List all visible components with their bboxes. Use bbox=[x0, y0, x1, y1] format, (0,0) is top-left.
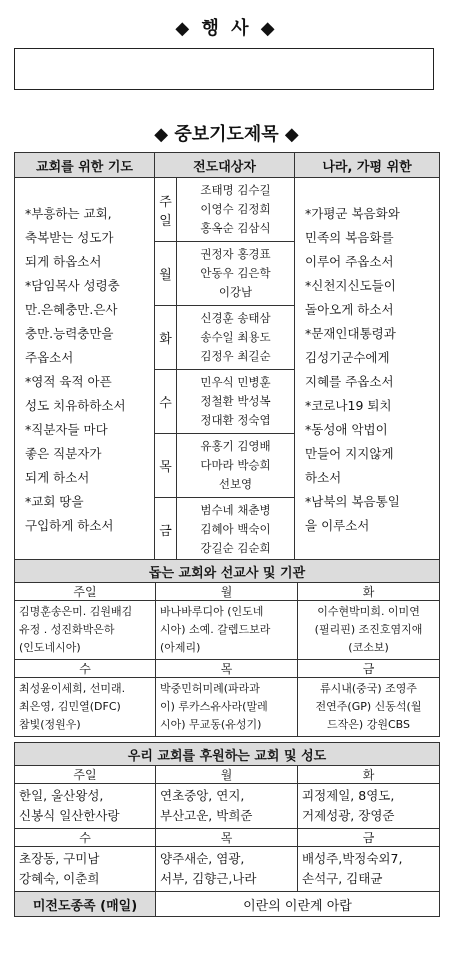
prayer-line: *가평군 복음화와 bbox=[305, 205, 400, 221]
day-label: 월 bbox=[156, 766, 298, 784]
support-title: 돕는 교회와 선교사 및 기관 bbox=[15, 560, 440, 583]
prayer-line: 좋은 직분자가 bbox=[25, 445, 102, 461]
church-prayers bbox=[15, 178, 155, 562]
prayer-line: 되게 하소서 bbox=[25, 469, 90, 485]
prayer-line: *신천지신도들이 bbox=[305, 277, 396, 293]
day-label: 금 bbox=[298, 660, 440, 678]
unreached-label: 미전도종족 (매일) bbox=[15, 892, 156, 917]
target-names: 조태명 김수길 이영수 김정희 홍옥순 김삼식 bbox=[177, 178, 295, 242]
prayer-line: *동성애 악법이 bbox=[305, 421, 388, 437]
patron-cell: 괴정제일, 8영도, 거제성광, 장영준 bbox=[298, 784, 440, 829]
patron-cell: 초장동, 구미남 강혜숙, 이춘희 bbox=[15, 847, 156, 892]
event-title: ◆ 행 사 ◆ bbox=[175, 18, 278, 39]
unreached-value: 이란의 이란계 아랍 bbox=[156, 892, 440, 917]
target-names: 신경훈 송태삼 송수일 최용도 김정우 최길순 bbox=[177, 306, 295, 370]
prayer-line: 김성기군수에게 bbox=[305, 349, 390, 365]
target-day: 화 bbox=[155, 306, 177, 370]
patron-cell: 배성주,박정숙외7, 손석구, 김태균 bbox=[298, 847, 440, 892]
support-cell: 바나바루디아 (인도네 시아) 소예. 갈렙드보라 (아제리) bbox=[156, 601, 298, 660]
event-box bbox=[14, 48, 434, 90]
day-label: 주일 bbox=[15, 766, 156, 784]
prayer-line: *영적 육적 아픈 bbox=[25, 373, 112, 389]
support-cell: 이수현박미희. 이미연 (필리핀) 조진호염지애 (코소보) bbox=[298, 601, 440, 660]
patrons-title: 우리 교회를 후원하는 교회 및 성도 bbox=[15, 743, 440, 766]
day-label: 목 bbox=[156, 829, 298, 847]
prayer-line: 축복받는 성도가 bbox=[25, 229, 114, 245]
prayer-line: 지혜를 주옵소서 bbox=[305, 373, 394, 389]
prayer-line: *문재인대통령과 bbox=[305, 325, 396, 341]
nation-prayers bbox=[295, 178, 440, 562]
prayer-line: *교회 땅을 bbox=[25, 493, 84, 509]
prayer-line: 을 이루소서 bbox=[305, 517, 370, 533]
day-label: 월 bbox=[156, 583, 298, 601]
target-day: 주일 bbox=[155, 178, 177, 242]
prayer-line: 만.은혜충만.은사 bbox=[25, 301, 118, 317]
target-names: 권정자 홍경표 안동우 김은학 이강남 bbox=[177, 242, 295, 306]
header-nation: 나라, 가평 위한 bbox=[295, 153, 440, 178]
patron-cell: 양주새순, 염광, 서부, 김향근,나라 bbox=[156, 847, 298, 892]
prayer-line: 민족의 복음화를 bbox=[305, 229, 394, 245]
support-table bbox=[14, 559, 440, 737]
prayer-line: 성도 치유하하소서 bbox=[25, 397, 126, 413]
day-label: 화 bbox=[298, 766, 440, 784]
support-cell: 류시내(중국) 조영주 전연주(GP) 신동석(월 드작은) 강원CBS bbox=[298, 678, 440, 737]
prayer-line: *코로나19 퇴치 bbox=[305, 397, 392, 413]
prayer-line: *직분자들 마다 bbox=[25, 421, 108, 437]
day-label: 수 bbox=[15, 660, 156, 678]
prayer-line: 구입하게 하소서 bbox=[25, 517, 114, 533]
day-label: 화 bbox=[298, 583, 440, 601]
header-targets: 전도대상자 bbox=[155, 153, 295, 178]
support-cell: 김명훈송은미. 김원배김 유정 . 성진화박은하 (인도네시아) bbox=[15, 601, 156, 660]
patron-cell: 연초중앙, 연지, 부산고운, 박희준 bbox=[156, 784, 298, 829]
header-church: 교회를 위한 기도 bbox=[15, 153, 155, 178]
prayer-line: 하소서 bbox=[305, 469, 342, 485]
prayer-title: ◆ 중보기도제목 ◆ bbox=[154, 124, 299, 145]
target-day: 금 bbox=[155, 498, 177, 562]
target-day: 수 bbox=[155, 370, 177, 434]
prayer-table bbox=[14, 152, 440, 562]
prayer-line: 이루어 주옵소서 bbox=[305, 253, 394, 269]
prayer-line: 충만.능력충만을 bbox=[25, 325, 114, 341]
prayer-line: *남북의 복음통일 bbox=[305, 493, 400, 509]
prayer-line: *부흥하는 교회, bbox=[25, 205, 112, 221]
prayer-line: 주옵소서 bbox=[25, 349, 74, 365]
target-names: 범수네 채춘병 김혜아 백숙이 강길순 김순희 bbox=[177, 498, 295, 562]
prayer-line: 만들어 지지않게 bbox=[305, 445, 394, 461]
prayer-line: *담임목사 성령충 bbox=[25, 277, 120, 293]
day-label: 수 bbox=[15, 829, 156, 847]
support-cell: 박중민허미례(파라과 이) 루카스유사라(말레 시아) 무교동(유성기) bbox=[156, 678, 298, 737]
support-cell: 최성윤이세희, 선미래. 최은영, 김민열(DFC) 참빛(정원우) bbox=[15, 678, 156, 737]
day-label: 금 bbox=[298, 829, 440, 847]
target-names: 민우식 민병훈 정철환 박성복 정대환 정숙엽 bbox=[177, 370, 295, 434]
patron-cell: 한일, 울산왕성, 신봉식 일산한사랑 bbox=[15, 784, 156, 829]
day-label: 목 bbox=[156, 660, 298, 678]
prayer-line: 되게 하옵소서 bbox=[25, 253, 102, 269]
prayer-line: 돌아오게 하소서 bbox=[305, 301, 394, 317]
patrons-table bbox=[14, 742, 440, 917]
target-day: 월 bbox=[155, 242, 177, 306]
day-label: 주일 bbox=[15, 583, 156, 601]
target-names: 유홍기 김영배 다마라 박승희 선보영 bbox=[177, 434, 295, 498]
target-day: 목 bbox=[155, 434, 177, 498]
